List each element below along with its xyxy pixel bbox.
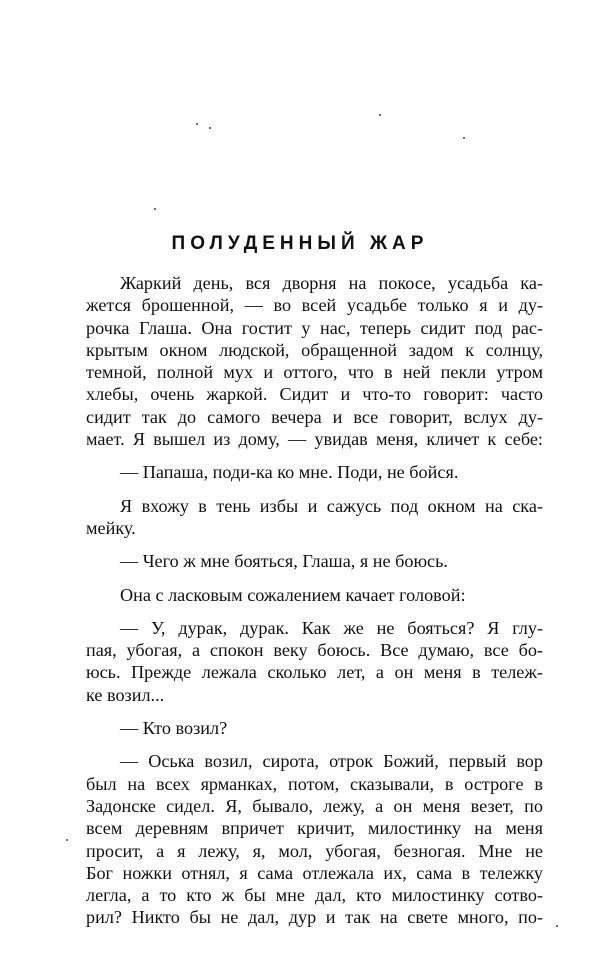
text-line: Я вхожу в тень избы и сажусь под окном на ска-: [120, 495, 543, 516]
text-line: — Чего ж мне бояться, Глаша, я не боюсь.: [120, 551, 448, 572]
text-line: Жаркий день, вся дворня на покосе, усадьба ка-: [120, 273, 543, 293]
speck: [196, 123, 198, 125]
paragraph: [86, 750, 543, 928]
text-line: юсь. Прежде лежала сколько лет, а он меня в тележ-: [86, 662, 543, 683]
paragraph: [86, 617, 543, 706]
text-line: — Оська возил, сирота, отрок Божий, первый вор: [120, 751, 543, 772]
text-line: рил? Никто бы не дал, дур и так на свете много, по-: [86, 907, 543, 928]
paragraph: [86, 717, 543, 739]
paragraph: [86, 272, 543, 450]
speck: [66, 839, 68, 841]
paragraph: [86, 495, 543, 540]
text-line: Бог ножки отнял, я сама отлежала их, сама в тележку: [86, 862, 543, 883]
text-line: мейку.: [86, 517, 136, 538]
text-line: — Папаша, поди-ка ко мне. Поди, не бойся.: [120, 462, 459, 483]
text-line: мает. Я вышел из дому, — увидав меня, кличет к себе:: [86, 429, 543, 450]
text-line: просит, а я лежу, я, мол, убогая, безногая. Мне не: [86, 840, 543, 861]
text-line: крытым окном людской, обращенной задом к солнцу,: [86, 339, 543, 360]
text-line: хлебы, очень жаркой. Сидит и что-то говорит: часто: [86, 384, 543, 405]
text-line: жется брошенной, — во всей усадьбе только я и ду-: [86, 295, 543, 316]
speck: [463, 137, 465, 139]
speck: [154, 208, 156, 210]
text-line: — Кто возил?: [120, 718, 228, 739]
text-line: Она с ласковым сожалением качает головой:: [120, 584, 466, 605]
speck: [379, 114, 381, 116]
speck: [209, 127, 211, 129]
paragraph: [86, 461, 543, 483]
paragraph: [86, 584, 543, 606]
chapter-title: ПОЛУДЕННЫЙ ЖАР: [171, 233, 429, 254]
text-line: рочка Глаша. Она гостит у нас, теперь сидит под рас-: [86, 317, 543, 338]
text-line: сидит так до самого вечера и все говорит, вслух ду-: [86, 406, 543, 427]
text-line: всем деревням впричет кричит, милостинку на меня: [86, 818, 543, 839]
body-text: [86, 272, 543, 929]
text-line: был на всех ярманках, потом, сказывали, в остроге в: [86, 773, 543, 794]
text-line: Задонске сидел. Я, бывало, лежу, а он меня везет, по: [86, 795, 543, 816]
text-line: легла, а то кто ж бы мне дал, кто милостинку сотво-: [86, 885, 543, 906]
text-line: — У, дурак, дурак. Как же не бояться? Я глу-: [120, 617, 543, 638]
speck: [556, 925, 558, 927]
text-line: темной, полной мух и оттого, что в ней пекли утром: [86, 362, 543, 383]
paragraph: [86, 550, 543, 572]
text-line: пая, убогая, а спокон веку боюсь. Все думаю, все бо-: [86, 640, 543, 661]
text-line: ке возил...: [86, 684, 165, 705]
